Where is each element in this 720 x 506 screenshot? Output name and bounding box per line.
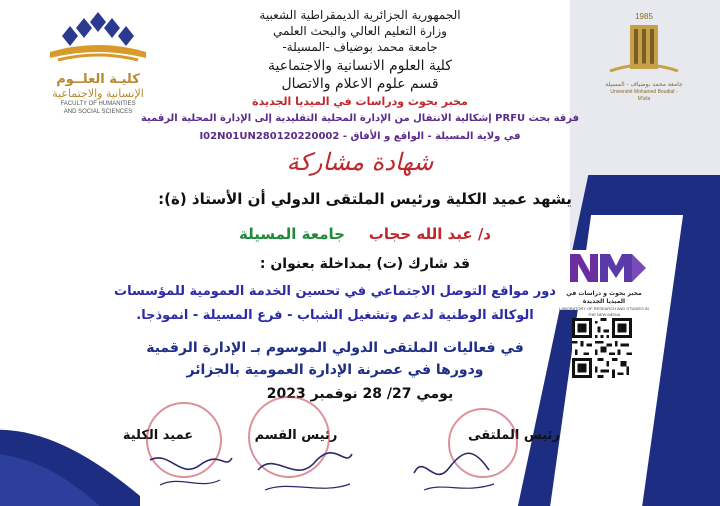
lab-logo-arabic: مخبر بحوث و دراسات في الميديا الجديدة (566, 290, 642, 305)
faculty-logo-arabic: كليـة العلــوم (56, 72, 140, 87)
header-line7: فرقة بحث PRFU إشكالية الانتقال من الإدارة المحلية التقليدية إلى الإدارة المحلية الرقمية (140, 113, 580, 124)
qr-code[interactable] (572, 318, 632, 378)
lab-logo (556, 250, 652, 317)
header-line5: قسم علوم الاعلام والاتصال (281, 76, 439, 92)
signature-label-chair: رئيس الملتقى (468, 428, 560, 443)
university-tower-icon (604, 21, 684, 77)
recipient-university: جامعة المسيلة (239, 225, 345, 243)
event-line1: في فعاليات الملتقى الدولي الموسوم بـ الإدارة الرقمية (146, 340, 524, 356)
event-dates: يومي 27/ 28 نوفمبر 2023 (266, 386, 454, 402)
faculty-logo-english: FACULTY OF HUMANITIES (60, 101, 136, 107)
university-logo (604, 12, 684, 104)
certificate-title: شهادة مشاركة (286, 148, 434, 176)
header-line4: كلية العلوم الانسانية والاجتماعية (268, 58, 452, 74)
header-line8: في ولاية المسيلة - الواقع و الأفاق - I02N01UN280120220002 (199, 131, 521, 142)
event-line2: ودورها في عصرنة الإدارة العمومية بالجزائر (186, 362, 484, 378)
qr-code-icon (572, 318, 632, 378)
department-head-signature (250, 440, 360, 500)
chair-signature (404, 438, 504, 500)
header-line6: مخبر بحوث ودراسات في الميديا الجديدة (252, 95, 468, 108)
testify-line: يشهد عميد الكلية ورئيس الملتقى الدولي أن الأستاذ (ة): (158, 190, 572, 208)
lab-nm-logo-icon (556, 250, 652, 286)
university-logo-english: Université Mohamed Boudiaf - M'sila (610, 89, 678, 102)
paper-title-line1: دور مواقع التوصل الاجتماعي في تحسين الخدمة العمومية للمؤسسات (114, 284, 556, 299)
recipient-name: د/ عبد الله حجاب (368, 225, 491, 243)
university-logo-arabic: جامعة محمد بوضياف - المسيلة (605, 81, 683, 88)
dean-signature (140, 440, 240, 500)
signature-label-department-head: رئيس القسم (254, 428, 338, 443)
header-line1: الجمهورية الجزائرية الديمقراطية الشعبية (259, 8, 461, 22)
faculty-logo-arabic2: الإنسانية والاجتماعية (52, 87, 144, 100)
university-logo-year: 1985 (635, 12, 653, 21)
participated-line: قد شارك (ت) بمداخلة بعنوان : (259, 256, 471, 272)
header-line3: جامعة محمد بوضياف -المسيلة- (282, 40, 438, 54)
faculty-logo-english2: AND SOCIAL SCIENCES (63, 109, 133, 115)
header-line2: وزارة التعليم العالي والبحث العلمي (273, 24, 447, 38)
lab-logo-english: LABORATORY OF RESEARCH AND STUDIES IN THE NEW MEDIA (559, 306, 649, 317)
faculty-logo (38, 8, 158, 113)
signature-label-dean: عميد الكلية (122, 428, 194, 443)
faculty-emblem-icon (38, 8, 158, 68)
paper-title-line2: الوكالة الوطنية لدعم وتشغيل الشباب - فرع المسيلة - انموذجا. (136, 308, 534, 323)
recipient-block (200, 225, 530, 243)
